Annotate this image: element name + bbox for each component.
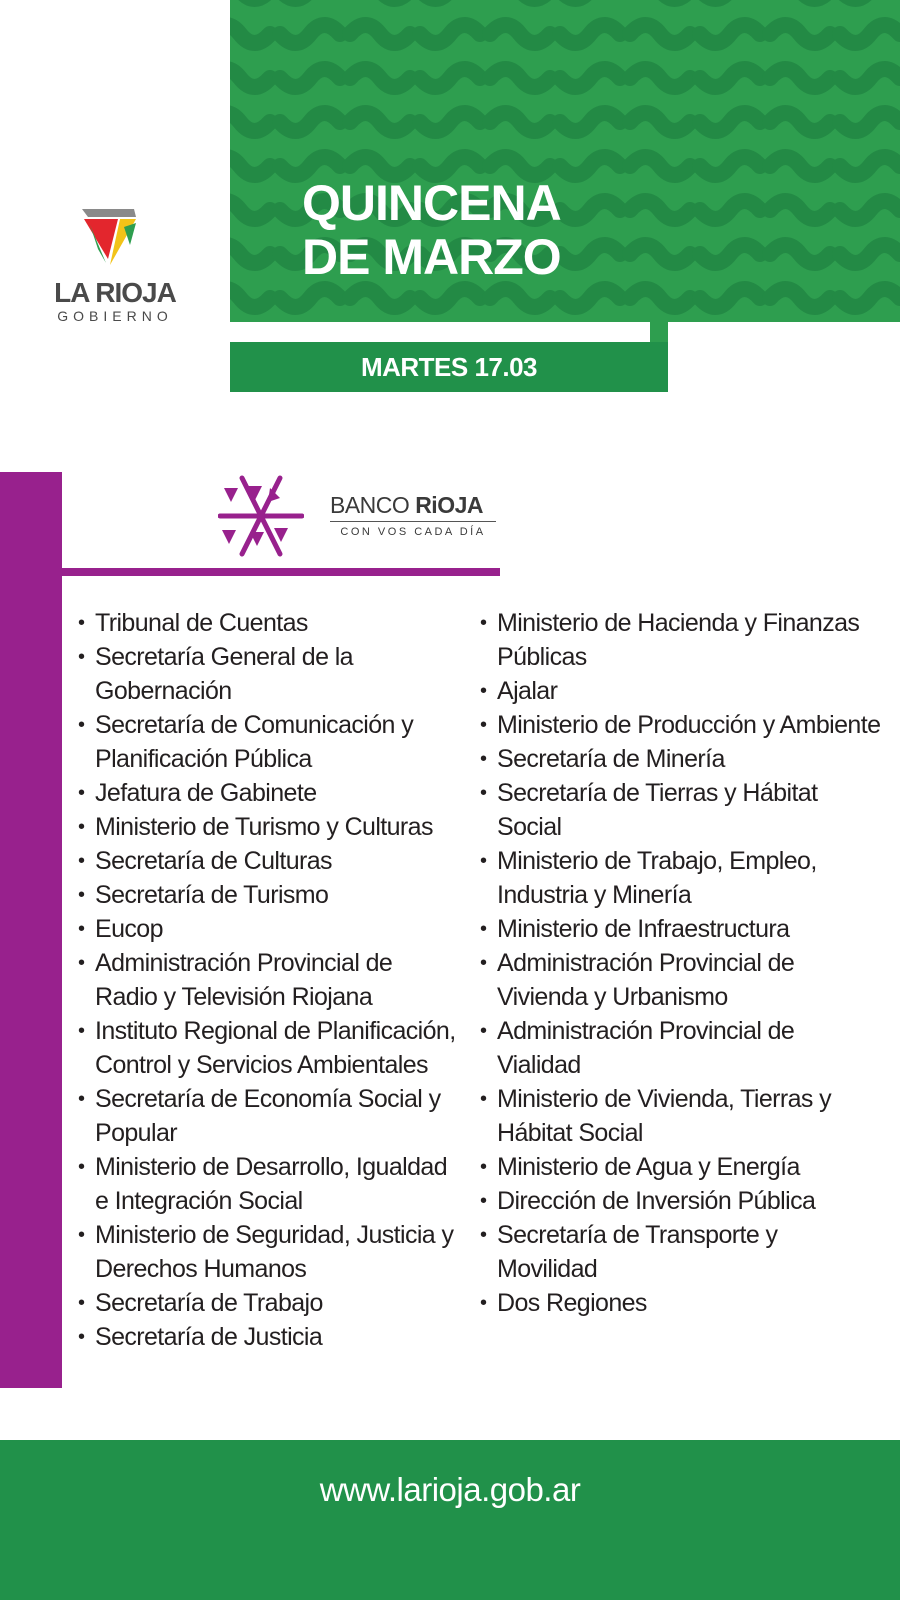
la-rioja-shield-icon [78, 205, 142, 271]
pattern-stroke [630, 289, 690, 307]
purple-divider [62, 568, 500, 576]
pattern-stroke [700, 201, 760, 219]
pattern-stroke [770, 245, 830, 263]
list-item: • Instituto Regional de Planificación, Control y Servicios Ambientales [80, 1014, 460, 1082]
pattern-stroke [630, 201, 690, 219]
pattern-stroke [350, 25, 410, 43]
list-item: • Ministerio de Hacienda y Finanzas Públicas [482, 606, 882, 674]
pattern-stroke [630, 157, 690, 175]
bank-slogan: CON VOS CADA DÍA [340, 526, 486, 538]
pattern-stroke [490, 157, 550, 175]
website-link[interactable]: www.larioja.gob.ar [319, 1471, 581, 1508]
list-item: • Dos Regiones [482, 1286, 882, 1320]
pattern-stroke [230, 157, 270, 175]
list-item: • Dirección de Inversión Pública [482, 1184, 882, 1218]
government-logo [40, 205, 190, 330]
banner-notch [650, 322, 668, 342]
list-item: • Secretaría de Transporte y Movilidad [482, 1218, 882, 1286]
pattern-stroke [280, 157, 340, 175]
date-label: MARTES 17.03 [360, 351, 538, 382]
list-item: • Secretaría de Culturas [80, 844, 460, 878]
list-item: • Administración Provincial de Vialidad [482, 1014, 882, 1082]
list-item: • Ministerio de Turismo y Culturas [80, 810, 460, 844]
pattern-stroke [420, 157, 480, 175]
pattern-stroke [230, 69, 270, 87]
page-title [302, 176, 561, 284]
footer-bar [0, 1440, 900, 1600]
pattern-stroke [230, 289, 270, 307]
pattern-stroke [630, 245, 690, 263]
pattern-stroke [560, 113, 620, 131]
pattern-stroke [770, 69, 830, 87]
pattern-stroke [350, 113, 410, 131]
pattern-stroke [350, 69, 410, 87]
pattern-stroke [700, 245, 760, 263]
pattern-stroke [700, 157, 760, 175]
pattern-stroke [700, 113, 760, 131]
banner-divider [230, 322, 650, 342]
pattern-stroke [770, 289, 830, 307]
pattern-stroke [770, 25, 830, 43]
pattern-stroke [230, 245, 270, 263]
pattern-stroke [560, 201, 620, 219]
pattern-stroke [420, 69, 480, 87]
pattern-stroke [560, 245, 620, 263]
title-line-2: DE MARZO [302, 229, 561, 285]
list-item: • Secretaría General de la Gobernación [80, 640, 460, 708]
pattern-stroke [700, 25, 760, 43]
pattern-stroke [490, 289, 550, 307]
list-item: • Ministerio de Agua y Energía [482, 1150, 882, 1184]
list-item: • Secretaría de Tierras y Hábitat Social [482, 776, 882, 844]
pattern-stroke [280, 25, 340, 43]
pattern-stroke [230, 201, 270, 219]
pattern-stroke [280, 113, 340, 131]
pattern-stroke [490, 25, 550, 43]
pattern-stroke [230, 25, 270, 43]
list-item: • Ministerio de Producción y Ambiente [482, 708, 882, 742]
purple-side-bar [0, 472, 62, 1388]
list-item: • Jefatura de Gabinete [80, 776, 460, 810]
government-name: LA RIOJA [54, 277, 176, 308]
pattern-stroke [280, 69, 340, 87]
list-item: • Secretaría de Trabajo [80, 1286, 460, 1320]
pattern-stroke [560, 157, 620, 175]
bank-name-bold: RiOJA [415, 492, 483, 518]
pattern-stroke [560, 289, 620, 307]
pattern-stroke [230, 113, 270, 131]
list-item: • Ministerio de Seguridad, Justicia y Derechos Humanos [80, 1218, 460, 1286]
pattern-stroke [700, 69, 760, 87]
pattern-stroke [280, 289, 340, 307]
title-line-1: QUINCENA [302, 175, 561, 231]
agency-list-right [482, 606, 882, 1320]
pattern-stroke [770, 113, 830, 131]
pattern-stroke [560, 69, 620, 87]
header-banner [230, 0, 900, 322]
pattern-stroke [840, 69, 900, 87]
pattern-stroke [490, 113, 550, 131]
pattern-stroke [420, 25, 480, 43]
date-badge [230, 342, 668, 392]
list-item: • Ministerio de Trabajo, Empleo, Industria y Minería [482, 844, 882, 912]
list-item: • Secretaría de Turismo [80, 878, 460, 912]
bank-name [330, 492, 483, 519]
pattern-stroke [490, 69, 550, 87]
pattern-stroke [770, 201, 830, 219]
pattern-stroke [840, 113, 900, 131]
pattern-stroke [420, 113, 480, 131]
list-item: • Administración Provincial de Radio y Televisión Riojana [80, 946, 460, 1014]
list-item: • Ministerio de Infraestructura [482, 912, 882, 946]
list-item: • Secretaría de Economía Social y Popular [80, 1082, 460, 1150]
banco-rioja-star-icon [218, 472, 304, 560]
agency-list-left [80, 606, 460, 1354]
list-item: • Secretaría de Comunicación y Planificación Pública [80, 708, 460, 776]
pattern-stroke [840, 245, 900, 263]
pattern-stroke [630, 25, 690, 43]
pattern-stroke [840, 289, 900, 307]
list-item: • Secretaría de Justicia [80, 1320, 460, 1354]
list-item: • Tribunal de Cuentas [80, 606, 460, 640]
bank-name-regular: BANCO [330, 492, 416, 518]
pattern-stroke [560, 25, 620, 43]
list-item: • Ministerio de Desarrollo, Igualdad e Integración Social [80, 1150, 460, 1218]
pattern-stroke [700, 289, 760, 307]
list-item: • Ajalar [482, 674, 882, 708]
pattern-stroke [420, 289, 480, 307]
pattern-stroke [840, 157, 900, 175]
pattern-stroke [630, 113, 690, 131]
bank-logo-rule [330, 521, 496, 522]
list-item: • Administración Provincial de Vivienda y Urbanismo [482, 946, 882, 1014]
list-item: • Eucop [80, 912, 460, 946]
pattern-stroke [350, 157, 410, 175]
list-item: • Ministerio de Vivienda, Tierras y Hábitat Social [482, 1082, 882, 1150]
pattern-stroke [840, 201, 900, 219]
pattern-stroke [350, 289, 410, 307]
list-item: • Secretaría de Minería [482, 742, 882, 776]
pattern-stroke [770, 157, 830, 175]
pattern-stroke [840, 25, 900, 43]
pattern-stroke [630, 69, 690, 87]
government-subtitle: GOBIERNO [57, 308, 173, 324]
